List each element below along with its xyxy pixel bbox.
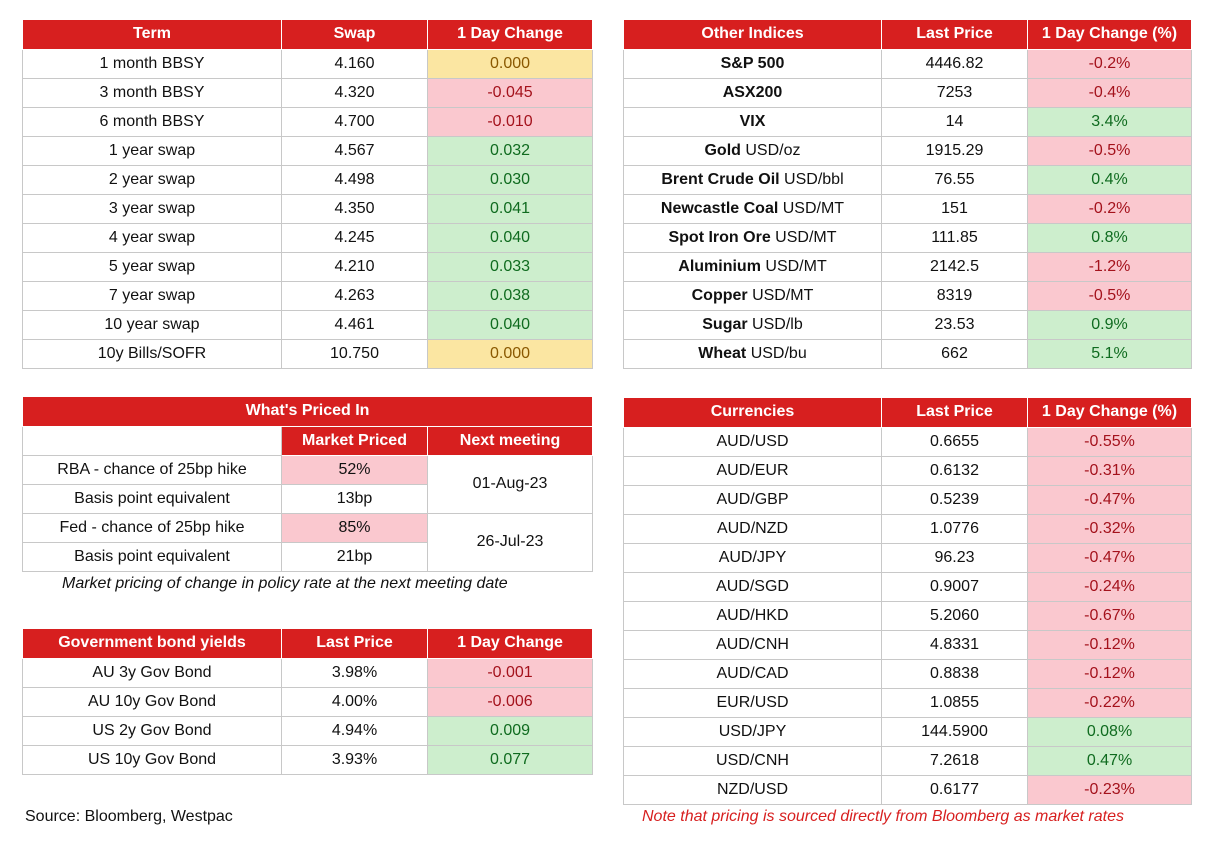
swap-value: 10.750 <box>282 339 428 368</box>
fx-row <box>624 775 1192 804</box>
indices-header-price: Last Price <box>882 20 1028 49</box>
fx-row <box>624 601 1192 630</box>
swap-change: 0.038 <box>428 281 593 310</box>
bonds-header-row <box>23 629 593 658</box>
priced-fed-bp-value: 21bp <box>282 542 428 571</box>
priced-fed-value: 85% <box>282 513 428 542</box>
fx-row <box>624 572 1192 601</box>
indices-price: 14 <box>882 107 1028 136</box>
swap-change: -0.010 <box>428 107 593 136</box>
swap-value: 4.461 <box>282 310 428 339</box>
swap-change: -0.045 <box>428 78 593 107</box>
bonds-header-name: Government bond yields <box>23 629 282 658</box>
indices-unit: USD/MT <box>775 228 837 246</box>
indices-name: S&P 500 <box>720 54 785 72</box>
indices-row <box>624 252 1192 281</box>
indices-price: 111.85 <box>882 223 1028 252</box>
indices-unit: USD/MT <box>765 257 827 275</box>
fx-row <box>624 456 1192 485</box>
fx-change: -0.23% <box>1028 775 1192 804</box>
swap-change: 0.041 <box>428 194 593 223</box>
indices-row <box>624 107 1192 136</box>
indices-change: -0.2% <box>1028 49 1192 78</box>
fx-pair: EUR/USD <box>624 688 882 717</box>
fx-header-pair: Currencies <box>624 398 882 427</box>
fx-pair: AUD/GBP <box>624 485 882 514</box>
swap-value: 4.263 <box>282 281 428 310</box>
fx-price: 5.2060 <box>882 601 1028 630</box>
fx-row <box>624 746 1192 775</box>
swap-change: 0.000 <box>428 49 593 78</box>
swap-change: 0.030 <box>428 165 593 194</box>
indices-row <box>624 136 1192 165</box>
indices-header-row <box>624 20 1192 49</box>
swap-header-swap: Swap <box>282 20 428 49</box>
indices-name: Brent Crude Oil <box>661 170 780 188</box>
swap-value: 4.320 <box>282 78 428 107</box>
indices-name-cell <box>624 165 882 194</box>
indices-name: VIX <box>739 112 766 130</box>
swap-value: 4.245 <box>282 223 428 252</box>
fx-price: 0.6655 <box>882 427 1028 456</box>
priced-col-next: Next meeting <box>428 426 593 455</box>
fx-pair: USD/JPY <box>624 717 882 746</box>
swap-row <box>23 339 593 368</box>
swap-change: 0.040 <box>428 223 593 252</box>
indices-name-cell <box>624 281 882 310</box>
bond-change: -0.001 <box>428 658 593 687</box>
swap-rates-table <box>22 20 593 369</box>
swap-change: 0.033 <box>428 252 593 281</box>
indices-change: -0.5% <box>1028 136 1192 165</box>
indices-price: 1915.29 <box>882 136 1028 165</box>
fx-row <box>624 717 1192 746</box>
swap-row <box>23 223 593 252</box>
indices-header-name: Other Indices <box>624 20 882 49</box>
currencies-table <box>623 398 1192 805</box>
indices-unit: USD/MT <box>752 286 814 304</box>
fx-price: 7.2618 <box>882 746 1028 775</box>
indices-price: 76.55 <box>882 165 1028 194</box>
swap-row <box>23 281 593 310</box>
swap-rows <box>23 49 593 368</box>
priced-rba-bp-label: Basis point equivalent <box>23 484 282 513</box>
fx-change: -0.47% <box>1028 543 1192 572</box>
fx-price: 0.5239 <box>882 485 1028 514</box>
whats-priced-in-table <box>22 397 593 572</box>
fx-row <box>624 514 1192 543</box>
bonds-rows <box>23 658 593 774</box>
indices-name-cell <box>624 78 882 107</box>
swap-row <box>23 252 593 281</box>
swap-row <box>23 136 593 165</box>
priced-rba-label: RBA - chance of 25bp hike <box>23 455 282 484</box>
fx-row <box>624 543 1192 572</box>
bond-price: 4.00% <box>282 687 428 716</box>
indices-header-change: 1 Day Change (%) <box>1028 20 1192 49</box>
fx-change: -0.31% <box>1028 456 1192 485</box>
indices-unit: USD/bu <box>750 344 807 362</box>
bond-change: 0.009 <box>428 716 593 745</box>
swap-term: 1 month BBSY <box>23 49 282 78</box>
indices-price: 8319 <box>882 281 1028 310</box>
fx-pair: AUD/NZD <box>624 514 882 543</box>
indices-name-cell <box>624 252 882 281</box>
indices-row <box>624 223 1192 252</box>
fx-rows <box>624 427 1192 804</box>
priced-subheader-row <box>23 426 593 455</box>
indices-price: 662 <box>882 339 1028 368</box>
priced-fed-row <box>23 513 593 542</box>
indices-name: Newcastle Coal <box>660 199 779 217</box>
indices-name-cell <box>624 339 882 368</box>
priced-rba-bp-value: 13bp <box>282 484 428 513</box>
indices-name-cell <box>624 49 882 78</box>
indices-row <box>624 165 1192 194</box>
bonds-row <box>23 716 593 745</box>
fx-price: 1.0776 <box>882 514 1028 543</box>
fx-header-row <box>624 398 1192 427</box>
swap-change: 0.040 <box>428 310 593 339</box>
priced-title-row <box>23 397 593 426</box>
government-bond-yields-table <box>22 629 593 775</box>
fx-row <box>624 688 1192 717</box>
indices-unit: USD/bbl <box>784 170 844 188</box>
swap-value: 4.210 <box>282 252 428 281</box>
fx-price: 96.23 <box>882 543 1028 572</box>
swap-term: 1 year swap <box>23 136 282 165</box>
indices-price: 2142.5 <box>882 252 1028 281</box>
bond-change: -0.006 <box>428 687 593 716</box>
indices-change: -0.4% <box>1028 78 1192 107</box>
fx-pair: AUD/USD <box>624 427 882 456</box>
fx-pair: AUD/CAD <box>624 659 882 688</box>
swap-term: 10y Bills/SOFR <box>23 339 282 368</box>
fx-change: -0.24% <box>1028 572 1192 601</box>
swap-row <box>23 310 593 339</box>
fx-pair: AUD/HKD <box>624 601 882 630</box>
swap-term: 7 year swap <box>23 281 282 310</box>
fx-row <box>624 427 1192 456</box>
indices-name-cell <box>624 107 882 136</box>
indices-name-cell <box>624 223 882 252</box>
priced-rba-value: 52% <box>282 455 428 484</box>
indices-price: 4446.82 <box>882 49 1028 78</box>
swap-term: 3 year swap <box>23 194 282 223</box>
swap-row <box>23 194 593 223</box>
indices-name-cell <box>624 310 882 339</box>
indices-row <box>624 78 1192 107</box>
fx-pair: AUD/CNH <box>624 630 882 659</box>
fx-change: -0.47% <box>1028 485 1192 514</box>
bonds-row <box>23 745 593 774</box>
indices-name: Wheat <box>698 344 747 362</box>
swap-change: 0.000 <box>428 339 593 368</box>
fx-change: -0.67% <box>1028 601 1192 630</box>
indices-name-cell <box>624 194 882 223</box>
indices-row <box>624 339 1192 368</box>
indices-name: Sugar <box>702 315 748 333</box>
indices-change: -1.2% <box>1028 252 1192 281</box>
indices-name: Copper <box>691 286 748 304</box>
fx-change: -0.12% <box>1028 659 1192 688</box>
bond-change: 0.077 <box>428 745 593 774</box>
indices-row <box>624 281 1192 310</box>
bond-price: 4.94% <box>282 716 428 745</box>
bonds-header-change: 1 Day Change <box>428 629 593 658</box>
fx-row <box>624 659 1192 688</box>
fx-change: -0.32% <box>1028 514 1192 543</box>
fx-change: -0.55% <box>1028 427 1192 456</box>
priced-title: What's Priced In <box>23 397 593 426</box>
indices-change: 3.4% <box>1028 107 1192 136</box>
indices-change: 0.4% <box>1028 165 1192 194</box>
swap-value: 4.160 <box>282 49 428 78</box>
bond-name: AU 3y Gov Bond <box>23 658 282 687</box>
fx-row <box>624 630 1192 659</box>
swap-term: 2 year swap <box>23 165 282 194</box>
bond-name: US 10y Gov Bond <box>23 745 282 774</box>
swap-change: 0.032 <box>428 136 593 165</box>
indices-name: ASX200 <box>722 83 783 101</box>
bonds-row <box>23 687 593 716</box>
fx-pair: AUD/SGD <box>624 572 882 601</box>
fx-price: 144.5900 <box>882 717 1028 746</box>
indices-row <box>624 310 1192 339</box>
bond-price: 3.98% <box>282 658 428 687</box>
bloomberg-note: Note that pricing is sourced directly from Bloomberg as market rates <box>642 808 1124 825</box>
fx-header-price: Last Price <box>882 398 1028 427</box>
fx-price: 0.8838 <box>882 659 1028 688</box>
fx-pair: NZD/USD <box>624 775 882 804</box>
fx-pair: USD/CNH <box>624 746 882 775</box>
indices-name-cell <box>624 136 882 165</box>
priced-subheader-blank <box>23 426 282 455</box>
bond-price: 3.93% <box>282 745 428 774</box>
priced-col-market: Market Priced <box>282 426 428 455</box>
indices-change: -0.2% <box>1028 194 1192 223</box>
swap-term: 5 year swap <box>23 252 282 281</box>
indices-name: Spot Iron Ore <box>668 228 771 246</box>
indices-name: Gold <box>704 141 741 159</box>
swap-term: 3 month BBSY <box>23 78 282 107</box>
priced-fed-date: 26-Jul-23 <box>428 513 593 571</box>
swap-term: 6 month BBSY <box>23 107 282 136</box>
indices-row <box>624 194 1192 223</box>
priced-rba-row <box>23 455 593 484</box>
fx-row <box>624 485 1192 514</box>
bonds-header-price: Last Price <box>282 629 428 658</box>
bond-name: AU 10y Gov Bond <box>23 687 282 716</box>
fx-change: -0.12% <box>1028 630 1192 659</box>
indices-change: 0.8% <box>1028 223 1192 252</box>
swap-value: 4.498 <box>282 165 428 194</box>
indices-unit: USD/oz <box>745 141 801 159</box>
indices-change: 0.9% <box>1028 310 1192 339</box>
fx-price: 1.0855 <box>882 688 1028 717</box>
source-note: Source: Bloomberg, Westpac <box>25 808 233 825</box>
indices-rows <box>624 49 1192 368</box>
bonds-row <box>23 658 593 687</box>
swap-row <box>23 107 593 136</box>
swap-term: 4 year swap <box>23 223 282 252</box>
priced-note: Market pricing of change in policy rate at the next meeting date <box>62 575 508 592</box>
other-indices-table <box>623 20 1192 369</box>
indices-row <box>624 49 1192 78</box>
indices-price: 151 <box>882 194 1028 223</box>
indices-unit: USD/lb <box>752 315 803 333</box>
fx-change: 0.08% <box>1028 717 1192 746</box>
indices-price: 23.53 <box>882 310 1028 339</box>
swap-header-change: 1 Day Change <box>428 20 593 49</box>
priced-fed-bp-label: Basis point equivalent <box>23 542 282 571</box>
indices-price: 7253 <box>882 78 1028 107</box>
priced-fed-label: Fed - chance of 25bp hike <box>23 513 282 542</box>
fx-price: 0.6132 <box>882 456 1028 485</box>
fx-pair: AUD/JPY <box>624 543 882 572</box>
swap-value: 4.350 <box>282 194 428 223</box>
fx-price: 0.6177 <box>882 775 1028 804</box>
priced-rba-date: 01-Aug-23 <box>428 455 593 513</box>
indices-name: Aluminium <box>678 257 761 275</box>
fx-price: 0.9007 <box>882 572 1028 601</box>
fx-header-change: 1 Day Change (%) <box>1028 398 1192 427</box>
indices-change: -0.5% <box>1028 281 1192 310</box>
fx-pair: AUD/EUR <box>624 456 882 485</box>
bond-name: US 2y Gov Bond <box>23 716 282 745</box>
swap-value: 4.700 <box>282 107 428 136</box>
indices-change: 5.1% <box>1028 339 1192 368</box>
swap-header-row <box>23 20 593 49</box>
swap-row <box>23 49 593 78</box>
fx-price: 4.8331 <box>882 630 1028 659</box>
fx-change: 0.47% <box>1028 746 1192 775</box>
swap-row <box>23 165 593 194</box>
indices-unit: USD/MT <box>782 199 845 217</box>
swap-term: 10 year swap <box>23 310 282 339</box>
swap-header-term: Term <box>23 20 282 49</box>
swap-value: 4.567 <box>282 136 428 165</box>
swap-row <box>23 78 593 107</box>
fx-change: -0.22% <box>1028 688 1192 717</box>
